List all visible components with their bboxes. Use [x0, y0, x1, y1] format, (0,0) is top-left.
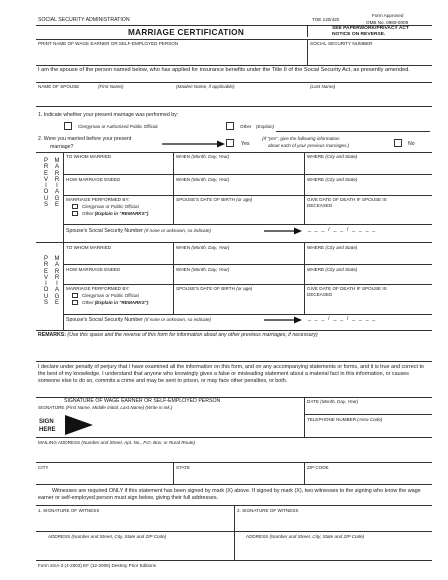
- performed-by-label-1: MARRIAGE PERFORMED BY:: [66, 197, 130, 202]
- how-ended-label-2: HOW MARRIAGE ENDED: [66, 267, 121, 272]
- no-label: No: [408, 141, 415, 147]
- form-footer: Form SSA-3 (4-2003) EF (12-2006) Destroy Prior Editions: [38, 563, 156, 568]
- arrow-right-icon: [263, 315, 303, 325]
- when-ended-label-1: WHEN (Month, Day, Year): [176, 177, 230, 182]
- witness-2-label: 2. SIGNATURE OF WITNESS: [237, 508, 299, 513]
- when-ended-label-2: WHEN (Month, Day, Year): [176, 267, 230, 272]
- prev-other-label-2: Other (Explain in "REMARKS"): [82, 300, 149, 305]
- clergy-option-label: Clergyman or Authorized Public Official: [78, 124, 158, 129]
- death-label-1b: DECEASED: [307, 203, 333, 208]
- prev-other-checkbox-2[interactable]: [72, 300, 78, 305]
- prev-clergy-checkbox-2[interactable]: [72, 293, 78, 298]
- to-whom-married-field-1[interactable]: [66, 162, 170, 172]
- to-whom-married-label-2: TO WHOM MARRIED: [66, 245, 112, 250]
- yes-note-line1: (If "yes", give the following information: [262, 136, 340, 141]
- intro-statement: I am the spouse of the person named below, who has applied for insurance benefits under the Title II of the Social Security Act, as presently amended.: [38, 67, 410, 73]
- question-2-line1: 2. Were you married before your present: [38, 136, 132, 142]
- prev-other-label-1: Other (Explain in "REMARKS"): [82, 211, 149, 216]
- yes-checkbox[interactable]: [226, 139, 234, 147]
- state-label: STATE: [176, 465, 191, 470]
- witness-note: Witnesses are required ONLY if this statement has been signed by mark (X) above. If signed by mark (X), two witnesses to the signing who know the wage earner or self-employed person must sign below, giving their full addresses.: [38, 488, 421, 502]
- remarks-field[interactable]: [38, 341, 430, 359]
- witness-2-signature-field[interactable]: [237, 515, 429, 529]
- marriage-label-2: M A R R I A G E: [54, 256, 60, 307]
- performed-by-label-2: MARRIAGE PERFORMED BY:: [66, 286, 130, 291]
- to-whom-married-label-1: TO WHOM MARRIED: [66, 154, 112, 159]
- death-label-2a: GIVE DATE OF DEATH IF SPOUSE IS: [307, 286, 387, 291]
- remarks-label: REMARKS: (Use this space and the reverse of this form for information about any other previous marriages, if necessary): [38, 332, 318, 338]
- privacy-notice: SEE PAPERWORK/PRIVACY ACT NOTICE ON REVERSE.: [332, 26, 409, 37]
- when-label-2: WHEN (Month, Day, Year): [176, 245, 230, 250]
- spouse-last-hint: (Last Name): [310, 84, 336, 89]
- prev-ssn-label-1: Spouse's Social Security Number (If none or unknown, so indicate): [66, 228, 211, 234]
- yes-note-line2: about each of your previous marriages.): [268, 143, 350, 148]
- form-title: MARRIAGE CERTIFICATION: [128, 28, 245, 37]
- prev-clergy-label-2: Clergyman or Public Official: [82, 293, 139, 298]
- omb-number: OMB No. 0960-0009: [366, 20, 409, 25]
- previous-label-1: P R E V I O U S: [43, 158, 49, 209]
- no-checkbox[interactable]: [394, 139, 402, 147]
- witness-1-address-label: ADDRESS (Number and Street, City, State and ZIP Code): [48, 534, 167, 539]
- other-option-hint: (Explain): [256, 124, 275, 129]
- witness-2-address-label: ADDRESS (Number and Street, City, State and ZIP Code): [246, 534, 365, 539]
- previous-label-2: P R E V I O U S: [43, 256, 49, 307]
- declaration-text: I declare under penalty of perjury that I have examined all the information on this form, and on any accompanying statements or forms, and it is true and correct to the best of my knowledge. I understand that anyone who knowingly gives a false or misleading statement about a material fact in this information, or causes someone else to do so, commits a crime and may be sent to prison, or may face other penalties, or both.: [38, 364, 424, 385]
- yes-label: Yes: [241, 141, 250, 147]
- form-approved: Form Approved: [372, 13, 404, 18]
- arrow-right-icon: [160, 139, 226, 149]
- prev-ssn-field-2[interactable]: _ _ _ / _ _ / _ _ _ _: [308, 316, 377, 322]
- prev-clergy-label-1: Clergyman or Public Official: [82, 204, 139, 209]
- arrow-right-icon: [263, 226, 303, 236]
- dob-label-2: SPOUSE'S DATE OF BIRTH (or age): [176, 286, 253, 291]
- prev-ssn-field-1[interactable]: _ _ _ / _ _ / _ _ _ _: [308, 227, 377, 233]
- spouse-name-field[interactable]: [38, 92, 430, 104]
- where-ended-label-1: WHERE (City and State): [307, 177, 358, 182]
- sign-here-line1: SIGN: [39, 419, 54, 425]
- mailing-address-label: MAILING ADDRESS (Number and Street, Apt. No., P.O. Box, or Rural Route): [38, 440, 196, 445]
- where-label-2: WHERE (City and State): [307, 245, 358, 250]
- question-1: 1. Indicate whether your present marriage was performed by:: [38, 112, 179, 118]
- wage-earner-name-field[interactable]: [38, 49, 304, 63]
- signature-heading: SIGNATURE OF WAGE EARNER OR SELF-EMPLOYED PERSON: [64, 398, 221, 404]
- how-ended-label-1: HOW MARRIAGE ENDED: [66, 177, 121, 182]
- wage-earner-name-label: PRINT NAME OF WAGE EARNER OR SELF-EMPLOYED PERSON: [38, 41, 179, 46]
- spouse-first-hint: (First Name): [98, 84, 124, 89]
- prev-other-checkbox-1[interactable]: [72, 211, 78, 216]
- zip-label: ZIP CODE: [307, 465, 329, 470]
- date-label: DATE (Month, Day, Year): [307, 399, 359, 404]
- signature-field[interactable]: [98, 414, 298, 434]
- witness-1-label: 1. SIGNATURE OF WITNESS: [38, 508, 100, 513]
- marriage-label-1: M A R R I A G E: [54, 158, 60, 209]
- city-label: CITY: [38, 465, 49, 470]
- sign-here-line2: HERE: [39, 427, 56, 433]
- death-label-1a: GIVE DATE OF DEATH IF SPOUSE IS: [307, 197, 387, 202]
- wage-earner-ssn-label: SOCIAL SECURITY NUMBER: [310, 41, 373, 46]
- wage-earner-ssn-field[interactable]: [310, 49, 430, 63]
- other-option-label: Other: [240, 124, 252, 129]
- telephone-label: TELEPHONE NUMBER (Area Code): [307, 417, 383, 422]
- clergy-checkbox[interactable]: [64, 122, 72, 130]
- agency-name: SOCIAL SECURITY ADMINISTRATION: [38, 17, 130, 23]
- where-label-1: WHERE (City and State): [307, 154, 358, 159]
- spouse-maiden-hint: (Maiden Name, if applicable): [176, 84, 235, 89]
- when-label-1: WHEN (Month, Day, Year): [176, 154, 230, 159]
- prev-ssn-label-2: Spouse's Social Security Number (If none or unknown, so indicate): [66, 317, 211, 323]
- mailing-address-field[interactable]: [38, 448, 430, 458]
- death-label-2b: DECEASED: [307, 292, 333, 297]
- signature-sub: SIGNATURE (First Name, Middle Initial, Last Name) (Write in ink.): [38, 405, 173, 410]
- sign-here-arrow-icon: [64, 414, 94, 436]
- spouse-name-label: NAME OF SPOUSE: [38, 84, 80, 89]
- witness-1-signature-field[interactable]: [38, 515, 230, 529]
- prev-clergy-checkbox-1[interactable]: [72, 204, 78, 209]
- other-checkbox[interactable]: [226, 122, 234, 130]
- question-2-line2: marriage?: [50, 144, 74, 150]
- toe-code: TOE 120/420: [312, 17, 340, 22]
- dob-label-1: SPOUSE'S DATE OF BIRTH (or age): [176, 197, 253, 202]
- where-ended-label-2: WHERE (City and State): [307, 267, 358, 272]
